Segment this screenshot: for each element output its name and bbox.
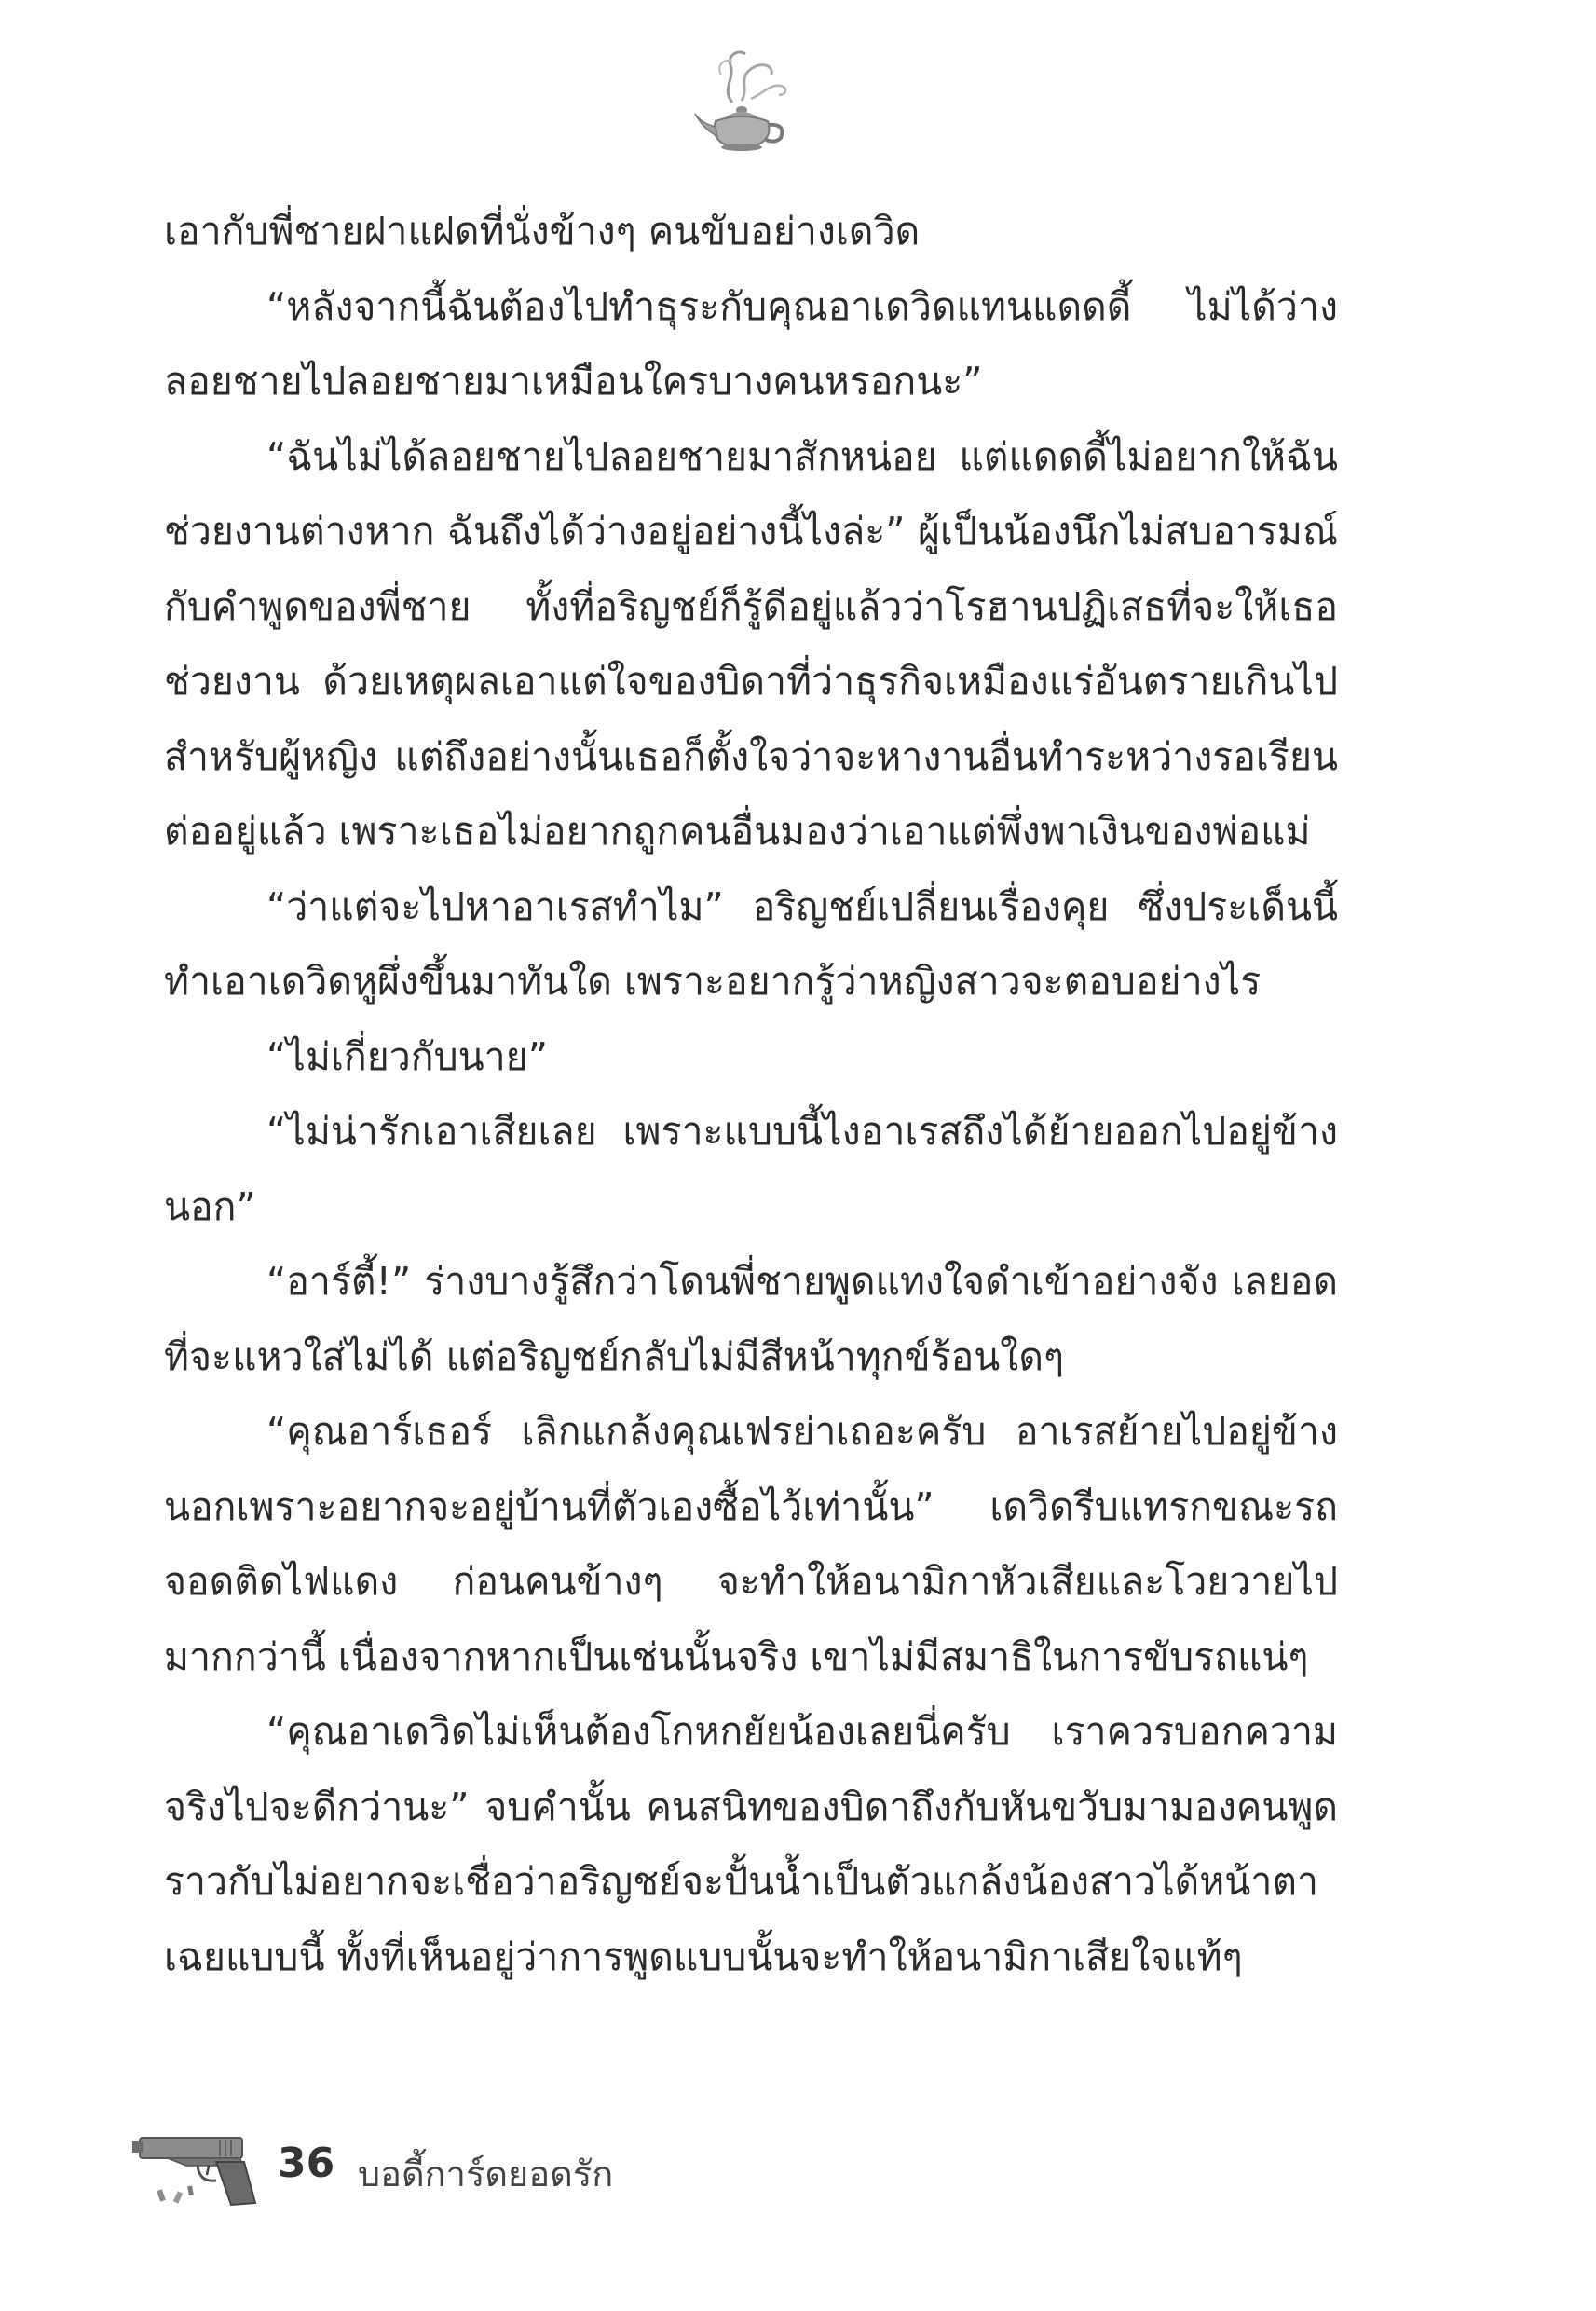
teapot-ornament-icon (684, 37, 805, 158)
paragraph: เอากับพี่ชายฝาแฝดที่นั่งข้างๆ คนขับอย่างเดวิด (164, 209, 921, 253)
page-number: 36 (278, 2140, 335, 2187)
pistol-icon (130, 2125, 280, 2208)
paragraph: “ฉันไม่ได้ลอยชายไปลอยชายมาสักหน่อย แต่แดดดี้ไม่อยากให้ฉันช่วยงานต่างหาก ฉันถึงได้ว่างอยู่อย่างนี้ไงล่ะ” ผู้เป็นน้องนึกไม่สบอารมณ์กับคำพูดของพี่ชาย ทั้งที่อริญชย์ก็รู้ดีอยู่แล้วว่าโรฮานปฏิเสธที่จะให้เธอช่วยงาน ด้วยเหตุผลเอาแต่ใจของบิดาที่ว่าธุรกิจเหมืองแร่อันตรายเกินไปสำหรับผู้หญิง แต่ถึงอย่างนั้นเธอก็ตั้งใจว่าจะหางานอื่นทำระหว่างรอเรียนต่ออยู่แล้ว เพราะเธอไม่อยากถูกคนอื่นมองว่าเอาแต่พึ่งพาเงินของพ่อแม่ (164, 433, 1338, 854)
paragraph: “คุณอาเดวิดไม่เห็นต้องโกหกยัยน้องเลยนี่ครับ เราควรบอกความจริงไปจะดีกว่านะ” จบคำนั้น คนสนิทของบิดาถึงกับหันขวับมามองคนพูดราวกับไม่อยากจะเชื่อว่าอริญชย์จะปั้นน้ำเป็นตัวแกล้งน้องสาวได้หน้าตาเฉยแบบนี้ ทั้งที่เห็นอยู่ว่าการพูดแบบนั้นจะทำให้อนามิกาเสียใจแท้ๆ (164, 1709, 1338, 1979)
paragraph: “ว่าแต่จะไปหาอาเรสทำไม” อริญชย์เปลี่ยนเรื่องคุย ซึ่งประเด็นนี้ทำเอาเดวิดหูผึ่งขึ้นมาทันใด เพราะอยากรู้ว่าหญิงสาวจะตอบอย่างไร (164, 883, 1338, 1004)
paragraph: “คุณอาร์เธอร์ เลิกแกล้งคุณเฟรย่าเถอะครับ อาเรสย้ายไปอยู่ข้างนอกเพราะอยากจะอยู่บ้านที่ตัวเองซื้อไว้เท่านั้น” เดวิดรีบแทรกขณะรถจอดติดไฟแดง ก่อนคนข้างๆ จะทำให้อนามิกาหัวเสียและโวยวายไปมากกว่านี้ เนื่องจากหากเป็นเช่นนั้นจริง เขาไม่มีสมาธิในการขับรถแน่ๆ (164, 1409, 1338, 1679)
paragraph: “อาร์ตี้!” ร่างบางรู้สึกว่าโดนพี่ชายพูดแทงใจดำเข้าอย่างจัง เลยอดที่จะแหวใส่ไม่ได้ แต่อริญชย์กลับไม่มีสีหน้าทุกข์ร้อนใดๆ (164, 1259, 1338, 1379)
paragraph: “หลังจากนี้ฉันต้องไปทำธุระกับคุณอาเดวิดแทนแดดดี้ ไม่ได้ว่างลอยชายไปลอยชายมาเหมือนใครบางคนหรอกนะ” (164, 283, 1338, 403)
page-footer (130, 2125, 783, 2208)
book-title: บอดี้การ์ดยอดรัก (358, 2154, 614, 2195)
paragraph: “ไม่น่ารักเอาเสียเลย เพราะแบบนี้ไงอาเรสถึงได้ย้ายออกไปอยู่ข้างนอก” (164, 1109, 1338, 1229)
body-text (164, 194, 1338, 1994)
paragraph: “ไม่เกี่ยวกับนาย” (266, 1033, 548, 1079)
